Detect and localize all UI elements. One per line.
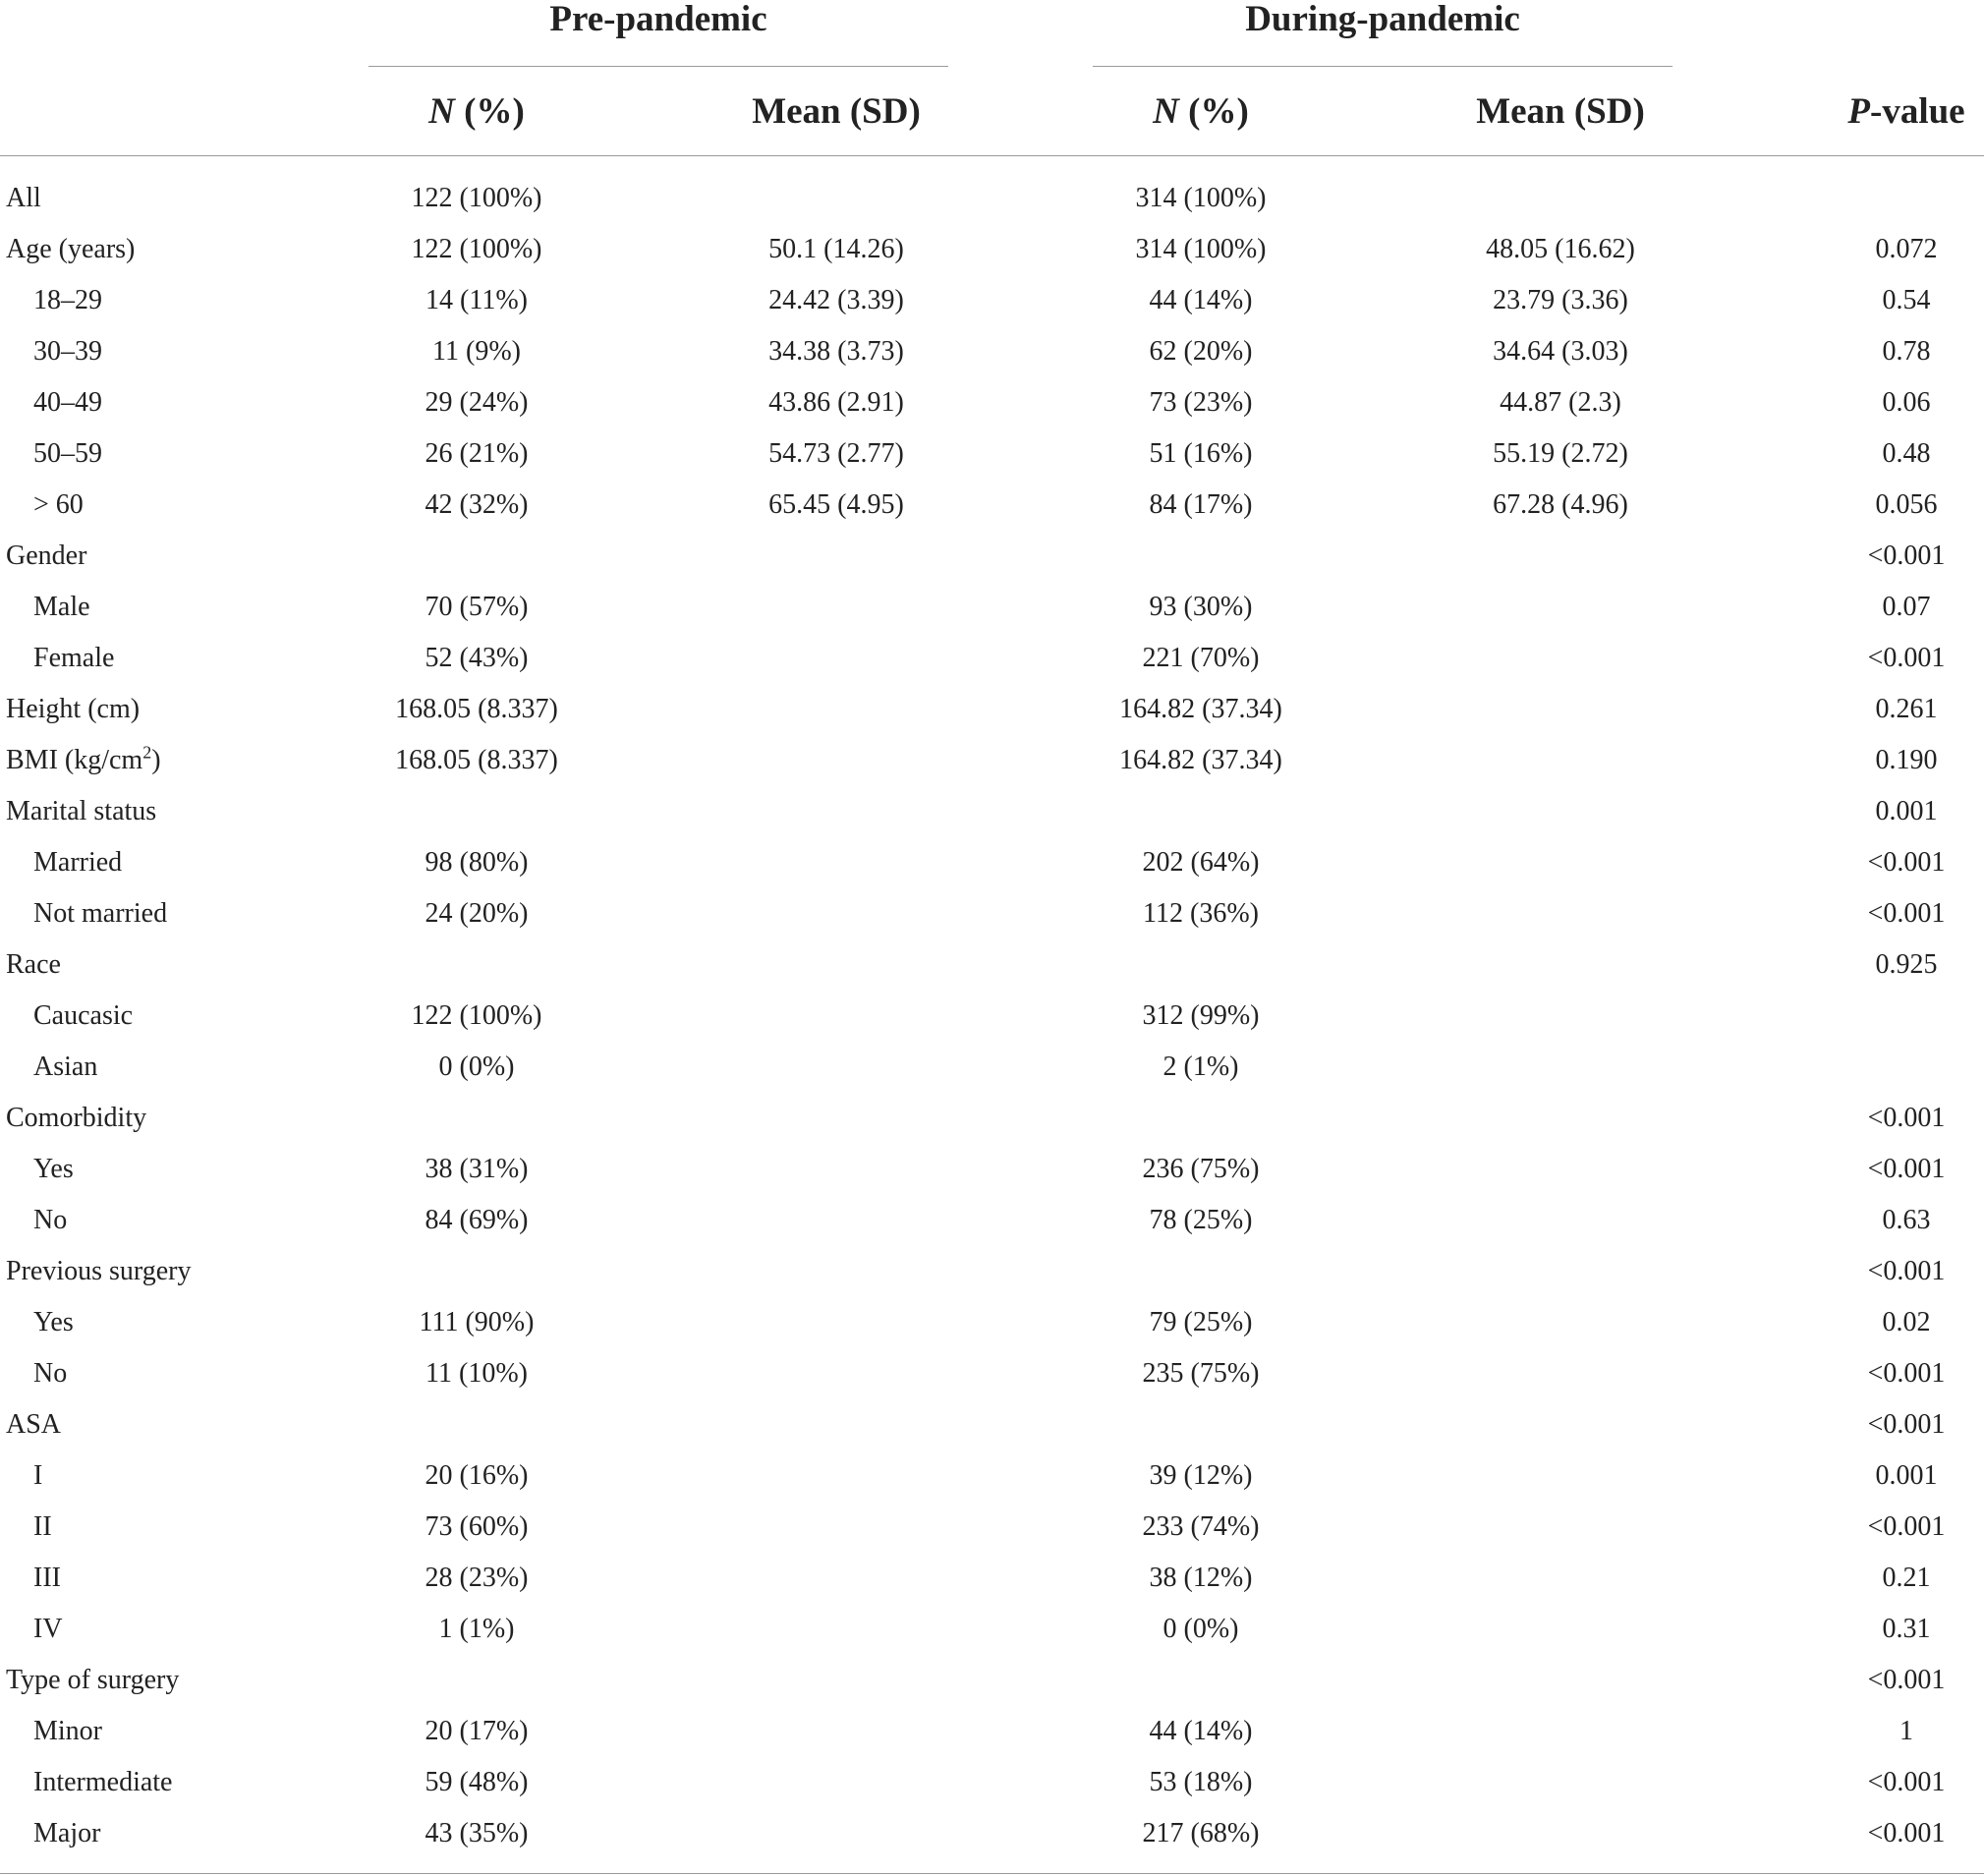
cell-p-value: 0.54 — [1882, 285, 1931, 315]
cell-during-n: 2 (1%) — [1162, 1052, 1239, 1082]
cell-pre-mean: 65.45 (4.95) — [768, 489, 904, 520]
bottom-rule — [0, 1873, 1984, 1874]
row-label — [33, 633, 114, 684]
table-row — [0, 1399, 1984, 1450]
row-label-text: Comorbidity — [6, 1103, 147, 1133]
cell-during-n: 236 (75%) — [1142, 1154, 1260, 1184]
row-label — [33, 1706, 102, 1757]
row-label — [33, 326, 102, 377]
cell-pre-n: 28 (23%) — [425, 1563, 529, 1593]
table-row — [0, 1808, 1984, 1859]
row-label — [33, 1604, 63, 1655]
row-label — [33, 1144, 74, 1195]
column-header-during-mean: Mean (SD) — [1476, 91, 1645, 132]
row-label-text: 40–49 — [33, 387, 102, 418]
cell-p-value: 1 — [1899, 1716, 1913, 1746]
row-label — [33, 377, 102, 428]
row-label-text: BMI (kg/cm — [6, 745, 143, 775]
cell-during-n: 221 (70%) — [1142, 643, 1260, 673]
cell-p-value: 0.261 — [1875, 694, 1938, 724]
cell-pre-mean: 43.86 (2.91) — [768, 387, 904, 418]
column-header-during-n-italic: N — [1153, 91, 1179, 132]
table-row — [0, 1144, 1984, 1195]
cell-p-value: 0.07 — [1882, 592, 1931, 622]
group-rule-pre — [368, 66, 948, 67]
cell-p-value: <0.001 — [1867, 1511, 1946, 1542]
cell-pre-n: 122 (100%) — [411, 1000, 542, 1031]
cell-during-n: 233 (74%) — [1142, 1511, 1260, 1542]
row-label-text: I — [33, 1460, 43, 1491]
cell-during-n: 38 (12%) — [1149, 1563, 1253, 1593]
table-row — [0, 837, 1984, 888]
cell-p-value: <0.001 — [1867, 1256, 1946, 1286]
table-row — [0, 735, 1984, 786]
table-row — [0, 531, 1984, 582]
row-label-text: 50–59 — [33, 438, 102, 469]
cell-pre-n: 73 (60%) — [425, 1511, 529, 1542]
cell-p-value: 0.056 — [1875, 489, 1938, 520]
cell-p-value: 0.48 — [1882, 438, 1931, 469]
cell-during-n: 314 (100%) — [1135, 183, 1267, 213]
row-label — [6, 1246, 191, 1297]
cell-pre-n: 70 (57%) — [425, 592, 529, 622]
cell-p-value: 0.63 — [1882, 1205, 1931, 1235]
cell-during-n: 217 (68%) — [1142, 1818, 1260, 1848]
table-row — [0, 1246, 1984, 1297]
row-label-text: Major — [33, 1818, 101, 1848]
column-header-pre-n — [368, 88, 585, 138]
row-label-text: All — [6, 183, 41, 213]
table-row — [0, 1348, 1984, 1399]
cell-during-n: 53 (18%) — [1149, 1767, 1253, 1797]
row-label — [33, 275, 102, 326]
cell-during-n: 44 (14%) — [1149, 1716, 1253, 1746]
column-header-pre-n-rest: (%) — [454, 91, 525, 132]
row-label — [33, 582, 90, 633]
row-label-text: ASA — [6, 1409, 62, 1440]
row-label — [33, 1808, 100, 1859]
row-label-text: Race — [6, 949, 61, 980]
cell-p-value: <0.001 — [1867, 898, 1946, 929]
column-header-p-italic: P — [1847, 91, 1870, 132]
cell-during-n: 73 (23%) — [1149, 387, 1253, 418]
cell-pre-n: 98 (80%) — [425, 847, 529, 878]
cell-p-value: <0.001 — [1867, 847, 1946, 878]
cell-pre-mean: 34.38 (3.73) — [768, 336, 904, 367]
table-row — [0, 633, 1984, 684]
cell-p-value: <0.001 — [1867, 1818, 1946, 1848]
table-row — [0, 1297, 1984, 1348]
row-label-text: > 60 — [33, 489, 84, 520]
table-row — [0, 991, 1984, 1042]
table-row — [0, 428, 1984, 480]
row-label — [33, 1042, 97, 1093]
cell-during-n: 235 (75%) — [1142, 1358, 1260, 1389]
cell-pre-n: 43 (35%) — [425, 1818, 529, 1848]
group-header-pre-pandemic: Pre-pandemic — [549, 0, 767, 39]
row-label — [6, 531, 86, 582]
row-label-text: Previous surgery — [6, 1256, 192, 1286]
row-label-text: Male — [33, 592, 90, 622]
table-row — [0, 1706, 1984, 1757]
cell-during-n: 62 (20%) — [1149, 336, 1253, 367]
column-header-during-n — [1093, 88, 1309, 138]
row-label-text: Minor — [33, 1716, 102, 1746]
row-label-text: Marital status — [6, 796, 157, 826]
cell-during-mean: 23.79 (3.36) — [1493, 285, 1628, 315]
cell-pre-n: 14 (11%) — [425, 285, 528, 315]
table-row — [0, 1042, 1984, 1093]
cell-during-n: 202 (64%) — [1142, 847, 1260, 878]
cell-p-value: <0.001 — [1867, 643, 1946, 673]
cell-during-n: 84 (17%) — [1149, 489, 1253, 520]
cell-p-value: 0.001 — [1875, 796, 1938, 826]
cell-pre-n: 168.05 (8.337) — [395, 694, 558, 724]
cell-pre-n: 122 (100%) — [411, 234, 542, 264]
column-header-pre-n-italic: N — [428, 91, 455, 132]
column-header-p-value — [1828, 88, 1984, 138]
row-label-tail: ) — [151, 745, 161, 775]
cell-p-value: 0.78 — [1882, 336, 1931, 367]
table-row — [0, 1502, 1984, 1553]
row-label — [33, 991, 133, 1042]
row-label-text: Caucasic — [33, 1000, 134, 1031]
cell-p-value: <0.001 — [1867, 1358, 1946, 1389]
cell-during-mean: 34.64 (3.03) — [1493, 336, 1628, 367]
column-header-p-rest: -value — [1870, 91, 1965, 132]
row-label — [33, 1348, 67, 1399]
cell-during-mean: 48.05 (16.62) — [1486, 234, 1635, 264]
cell-pre-n: 26 (21%) — [425, 438, 529, 469]
cell-during-n: 164.82 (37.34) — [1119, 694, 1282, 724]
cell-pre-n: 38 (31%) — [425, 1154, 529, 1184]
cell-during-n: 78 (25%) — [1149, 1205, 1253, 1235]
table-row — [0, 1655, 1984, 1706]
row-label — [6, 1399, 61, 1450]
cell-during-n: 79 (25%) — [1149, 1307, 1253, 1337]
group-rule-during — [1093, 66, 1672, 67]
row-label — [33, 428, 102, 480]
cell-pre-n: 24 (20%) — [425, 898, 529, 929]
row-label-text: III — [33, 1563, 61, 1593]
cell-pre-n: 20 (16%) — [425, 1460, 529, 1491]
cell-p-value: <0.001 — [1867, 540, 1946, 571]
row-label-text: Yes — [33, 1154, 74, 1184]
table-row — [0, 888, 1984, 939]
table-row — [0, 1093, 1984, 1144]
cell-pre-n: 29 (24%) — [425, 387, 529, 418]
row-label — [33, 888, 167, 939]
row-label-text: Type of surgery — [6, 1665, 180, 1695]
cell-p-value: <0.001 — [1867, 1154, 1946, 1184]
table-body — [0, 173, 1984, 1859]
cell-p-value: <0.001 — [1867, 1665, 1946, 1695]
cell-pre-mean: 24.42 (3.39) — [768, 285, 904, 315]
row-label-text: 30–39 — [33, 336, 102, 367]
cell-pre-n: 111 (90%) — [419, 1307, 535, 1337]
group-header-during-pandemic: During-pandemic — [1245, 0, 1520, 39]
cell-pre-mean: 54.73 (2.77) — [768, 438, 904, 469]
cell-p-value: 0.06 — [1882, 387, 1931, 418]
cell-p-value: <0.001 — [1867, 1767, 1946, 1797]
row-label-text: Height (cm) — [6, 694, 141, 724]
cell-pre-n: 168.05 (8.337) — [395, 745, 558, 775]
cell-during-n: 51 (16%) — [1149, 438, 1253, 469]
cell-pre-n: 11 (10%) — [425, 1358, 528, 1389]
column-header-during-n-rest: (%) — [1178, 91, 1249, 132]
row-label-text: No — [33, 1205, 68, 1235]
row-label — [6, 1093, 146, 1144]
cell-p-value: <0.001 — [1867, 1103, 1946, 1133]
cell-p-value: 0.31 — [1882, 1614, 1931, 1644]
row-label — [33, 1195, 67, 1246]
row-label-text: IV — [33, 1614, 63, 1644]
row-label — [6, 939, 61, 991]
row-label — [33, 480, 84, 531]
table-row — [0, 1195, 1984, 1246]
cell-during-n: 112 (36%) — [1143, 898, 1259, 929]
header-rule — [0, 155, 1984, 156]
row-label-text: Asian — [33, 1052, 98, 1082]
table-row — [0, 1450, 1984, 1502]
table-row — [0, 1757, 1984, 1808]
cell-pre-n: 42 (32%) — [425, 489, 529, 520]
cell-during-mean: 55.19 (2.72) — [1493, 438, 1628, 469]
table-row — [0, 684, 1984, 735]
table-row — [0, 275, 1984, 326]
cell-pre-n: 11 (9%) — [432, 336, 521, 367]
row-label — [6, 224, 135, 275]
cell-pre-n: 1 (1%) — [438, 1614, 515, 1644]
cell-during-n: 39 (12%) — [1149, 1460, 1253, 1491]
cell-pre-n: 20 (17%) — [425, 1716, 529, 1746]
table-row — [0, 939, 1984, 991]
cell-p-value: 0.072 — [1875, 234, 1938, 264]
cell-p-value: 0.925 — [1875, 949, 1938, 980]
cell-during-mean: 44.87 (2.3) — [1500, 387, 1621, 418]
table-row — [0, 1604, 1984, 1655]
cell-during-n: 312 (99%) — [1142, 1000, 1260, 1031]
row-label — [33, 1553, 61, 1604]
table-row — [0, 1553, 1984, 1604]
row-label — [6, 735, 161, 786]
row-label-text: II — [33, 1511, 52, 1542]
row-label — [6, 684, 140, 735]
table-row — [0, 377, 1984, 428]
cell-p-value: 0.02 — [1882, 1307, 1931, 1337]
table-row — [0, 224, 1984, 275]
cell-during-n: 314 (100%) — [1135, 234, 1267, 264]
table-row — [0, 326, 1984, 377]
row-label — [33, 1757, 172, 1808]
row-label-text: 18–29 — [33, 285, 102, 315]
row-label — [6, 1655, 179, 1706]
table-row — [0, 173, 1984, 224]
cell-during-mean: 67.28 (4.96) — [1493, 489, 1628, 520]
row-label — [33, 1450, 42, 1502]
column-header-pre-mean: Mean (SD) — [752, 91, 921, 132]
row-label-text: Married — [33, 847, 123, 878]
row-label — [6, 173, 41, 224]
cell-during-n: 44 (14%) — [1149, 285, 1253, 315]
row-label-text: Yes — [33, 1307, 74, 1337]
table-row — [0, 480, 1984, 531]
row-label-superscript: 2 — [142, 742, 152, 763]
row-label-text: Gender — [6, 540, 87, 571]
row-label — [33, 1502, 52, 1553]
row-label-text: Age (years) — [6, 234, 136, 264]
cell-p-value: 0.21 — [1882, 1563, 1931, 1593]
cell-pre-mean: 50.1 (14.26) — [768, 234, 904, 264]
cell-during-n: 93 (30%) — [1149, 592, 1253, 622]
cell-pre-n: 0 (0%) — [438, 1052, 515, 1082]
cell-during-n: 0 (0%) — [1162, 1614, 1239, 1644]
cell-pre-n: 84 (69%) — [425, 1205, 529, 1235]
cell-pre-n: 122 (100%) — [411, 183, 542, 213]
row-label-text: Female — [33, 643, 115, 673]
cell-during-n: 164.82 (37.34) — [1119, 745, 1282, 775]
row-label — [6, 786, 156, 837]
row-label — [33, 837, 122, 888]
row-label — [33, 1297, 74, 1348]
table-row — [0, 786, 1984, 837]
cell-p-value: 0.190 — [1875, 745, 1938, 775]
table-row — [0, 582, 1984, 633]
row-label-text: Not married — [33, 898, 168, 929]
cell-p-value: 0.001 — [1875, 1460, 1938, 1491]
cell-pre-n: 59 (48%) — [425, 1767, 529, 1797]
cell-pre-n: 52 (43%) — [425, 643, 529, 673]
row-label-text: Intermediate — [33, 1767, 173, 1797]
cell-p-value: <0.001 — [1867, 1409, 1946, 1440]
row-label-text: No — [33, 1358, 68, 1389]
